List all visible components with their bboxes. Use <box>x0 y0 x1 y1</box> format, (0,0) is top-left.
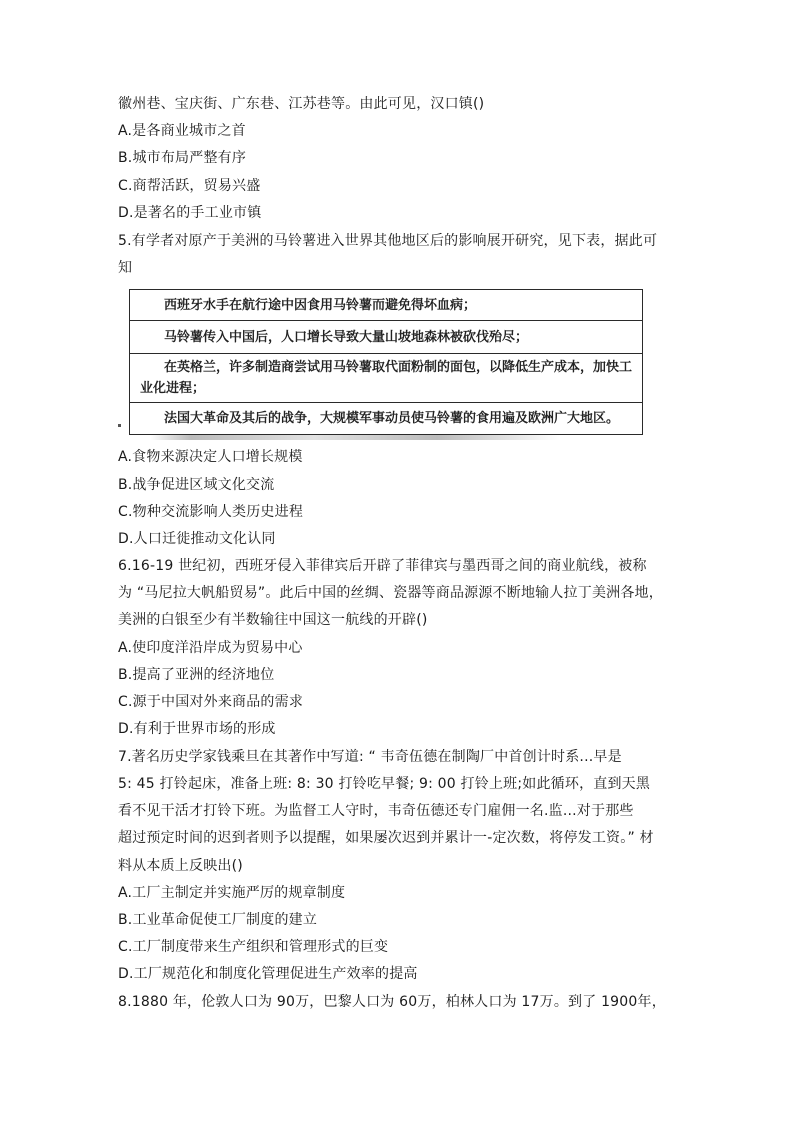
table-cell: 法国大革命及其后的战争，大规模军事动员使马铃薯的食用遍及欧洲广大地区。 <box>164 411 620 426</box>
table-row <box>130 354 642 403</box>
question-7-option-c: C.工厂制度带来生产组织和管理形式的巨变 <box>118 939 389 955</box>
table-row <box>130 403 642 433</box>
question-7-option-a: A.工厂主制定并实施严厉的规章制度 <box>118 885 346 901</box>
question-7-option-b: B.工业革命促使工厂制度的建立 <box>118 912 318 928</box>
question-4-option-b: B.城市布局严整有序 <box>118 150 247 166</box>
question-5-option-d: D.人口迁徙推动文化认同 <box>118 531 276 547</box>
question-4-option-d: D.是著名的手工业市镇 <box>118 205 262 221</box>
table-cell: 在英格兰，许多制造商尝试用马铃薯取代面粉制的面包，以降低生产成本，加快工业化进程； <box>140 360 633 396</box>
question-5-option-c: C.物种交流影响人类历史进程 <box>118 504 304 520</box>
potato-impact-table <box>129 289 643 435</box>
question-6-stem-line-3: 美洲的白银至少有半数输往中国这一航线的开辟() <box>118 612 428 628</box>
question-5-option-a: A.食物来源决定人口增长规模 <box>118 449 303 465</box>
question-6-option-d: D.有利于世界市场的形成 <box>118 721 276 737</box>
question-6-stem-line-2: 为 “马尼拉大帆船贸易”。此后中国的丝绸、瓷器等商品源源不断地输人拉丁美洲各地， <box>118 585 663 601</box>
question-6-option-a: A.使印度洋沿岸成为贸易中心 <box>118 640 303 656</box>
table-row <box>130 321 642 354</box>
question-7-stem-line-2: 5: 45 打铃起床，准备上班: 8: 30 打铃吃早餐; 9: 00 打铃上班;如此循环，直到天黑 <box>118 776 651 792</box>
question-7-stem-line-1: 7.著名历史学家钱乘旦在其著作中写道: “ 韦奇伍德在制陶厂中首创计时系...早是 <box>118 749 622 765</box>
question-4-option-a: A.是各商业城市之首 <box>118 123 246 139</box>
table-row <box>130 290 642 321</box>
question-5-stem-line-1: 5.有学者对原产于美洲的马铃薯进入世界其他地区后的影响展开研究，见下表，据此可 <box>118 233 658 249</box>
question-7-stem-line-3: 看不见干活才打铃下班。为监督工人守时，韦奇伍德还专门雇佣一名.监...对于那些 <box>118 803 634 819</box>
question-7-option-d: D.工厂规范化和制度化管理促进生产效率的提高 <box>118 966 418 982</box>
question-5-stem-line-2: 知 <box>118 260 133 276</box>
question-4-option-c: C.商帮活跃，贸易兴盛 <box>118 178 261 194</box>
question-6-option-b: B.提高了亚洲的经济地位 <box>118 667 275 683</box>
question-7-stem-line-5: 料从本质上反映出() <box>118 858 243 874</box>
question-5-option-b: B.战争促进区域文化交流 <box>118 477 275 493</box>
table-cell: 西班牙水手在航行途中因食用马铃薯而避免得坏血病； <box>164 298 477 313</box>
table-cell: 马铃薯传入中国后，人口增长导致大量山坡地森林被砍伐殆尽； <box>164 330 529 345</box>
question-4-stem-end: 徽州巷、宝庆街、广东巷、江苏巷等。由此可见，汉口镇() <box>118 96 485 112</box>
scan-speck <box>118 424 121 427</box>
question-6-option-c: C.源于中国对外来商品的需求 <box>118 694 304 710</box>
scan-smudge <box>150 435 560 440</box>
question-8-stem-line-1: 8.1880 年，伦敦人口为 90万，巴黎人口为 60万，柏林人口为 17万。到了 1900年， <box>118 994 666 1010</box>
question-7-stem-line-4: 超过预定时间的迟到者则予以提醒，如果屡次迟到并累计一-定次数，将停发工资。” 材 <box>118 830 654 846</box>
question-6-stem-line-1: 6.16-19 世纪初，西班牙侵入菲律宾后开辟了菲律宾与墨西哥之间的商业航线，被称 <box>118 558 647 574</box>
